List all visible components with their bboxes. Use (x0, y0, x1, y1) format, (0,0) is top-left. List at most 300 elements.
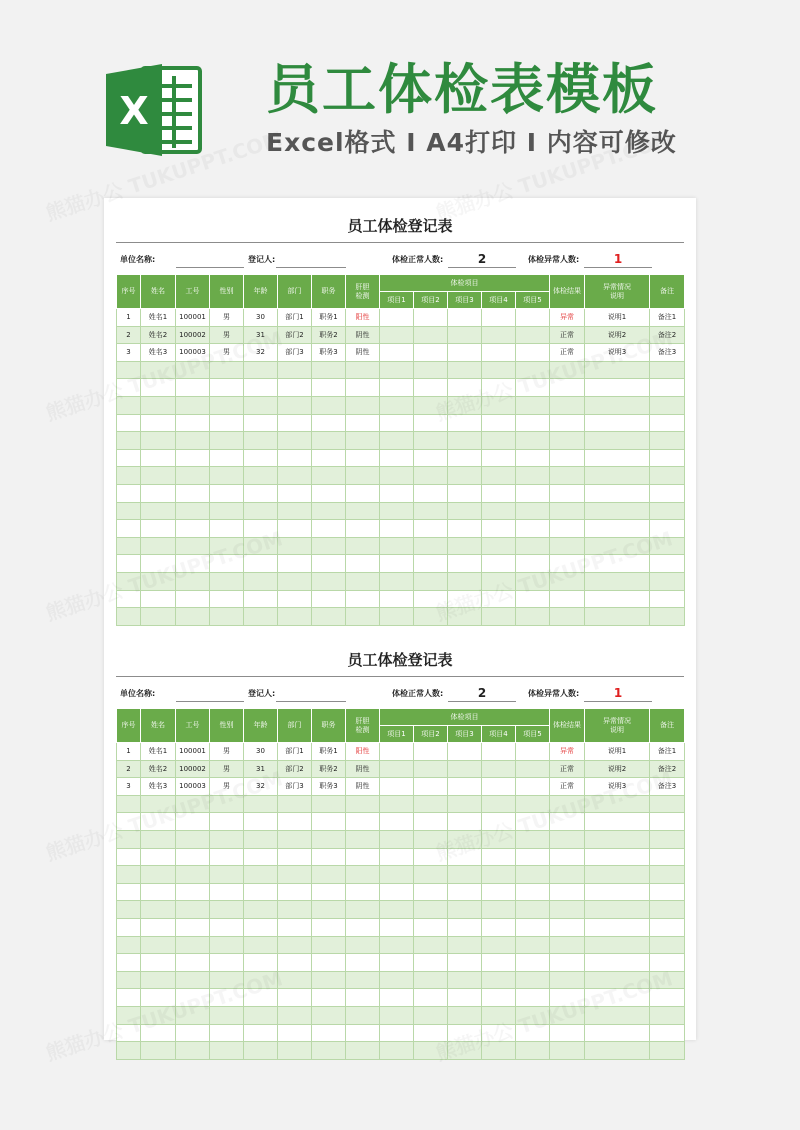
cell-note[interactable] (585, 918, 650, 936)
cell-i5[interactable] (516, 396, 550, 414)
cell-test[interactable] (346, 537, 380, 555)
cell-i3[interactable] (448, 936, 482, 954)
cell-remark[interactable] (650, 918, 685, 936)
cell-id[interactable] (176, 414, 210, 432)
cell-remark[interactable] (650, 866, 685, 884)
cell-i2[interactable] (414, 396, 448, 414)
cell-age[interactable]: 30 (244, 309, 278, 327)
cell-test[interactable] (346, 954, 380, 972)
cell-position[interactable] (312, 883, 346, 901)
cell-test[interactable] (346, 361, 380, 379)
cell-i1[interactable] (380, 537, 414, 555)
cell-i3[interactable] (448, 848, 482, 866)
cell-i4[interactable] (482, 537, 516, 555)
cell-position[interactable] (312, 502, 346, 520)
cell-result[interactable] (550, 361, 585, 379)
cell-position[interactable] (312, 467, 346, 485)
cell-gender[interactable] (210, 414, 244, 432)
cell-note[interactable] (585, 484, 650, 502)
cell-id[interactable] (176, 520, 210, 538)
cell-i3[interactable] (448, 520, 482, 538)
cell-gender[interactable] (210, 572, 244, 590)
cell-i3[interactable] (448, 813, 482, 831)
cell-i3[interactable] (448, 795, 482, 813)
cell-i3[interactable] (448, 537, 482, 555)
normal-count-value[interactable]: 2 (477, 686, 487, 700)
cell-i2[interactable] (414, 520, 448, 538)
cell-gender[interactable] (210, 954, 244, 972)
cell-dept[interactable] (278, 520, 312, 538)
cell-note[interactable] (585, 795, 650, 813)
cell-i5[interactable] (516, 467, 550, 485)
cell-result[interactable]: 异常 (550, 743, 585, 761)
cell-result[interactable] (550, 379, 585, 397)
cell-remark[interactable]: 备注3 (650, 344, 685, 362)
cell-id[interactable] (176, 449, 210, 467)
cell-id[interactable] (176, 918, 210, 936)
cell-age[interactable]: 30 (244, 743, 278, 761)
cell-name[interactable] (141, 830, 176, 848)
cell-i5[interactable] (516, 848, 550, 866)
cell-age[interactable] (244, 971, 278, 989)
cell-seq[interactable] (117, 361, 141, 379)
cell-note[interactable] (585, 572, 650, 590)
cell-note[interactable] (585, 414, 650, 432)
cell-age[interactable] (244, 883, 278, 901)
cell-i1[interactable] (380, 848, 414, 866)
cell-i1[interactable] (380, 1006, 414, 1024)
cell-position[interactable] (312, 901, 346, 919)
cell-test[interactable] (346, 555, 380, 573)
cell-dept[interactable] (278, 572, 312, 590)
cell-age[interactable] (244, 537, 278, 555)
cell-i5[interactable] (516, 918, 550, 936)
cell-result[interactable] (550, 537, 585, 555)
cell-seq[interactable] (117, 918, 141, 936)
cell-gender[interactable] (210, 1042, 244, 1060)
cell-i3[interactable] (448, 866, 482, 884)
cell-seq[interactable] (117, 795, 141, 813)
cell-age[interactable] (244, 555, 278, 573)
cell-remark[interactable] (650, 361, 685, 379)
cell-gender[interactable]: 男 (210, 309, 244, 327)
cell-i4[interactable] (482, 396, 516, 414)
cell-gender[interactable] (210, 467, 244, 485)
cell-dept[interactable] (278, 379, 312, 397)
cell-remark[interactable]: 备注2 (650, 760, 685, 778)
cell-result[interactable] (550, 414, 585, 432)
cell-dept[interactable]: 部门3 (278, 344, 312, 362)
cell-i5[interactable] (516, 830, 550, 848)
cell-remark[interactable] (650, 954, 685, 972)
cell-result[interactable] (550, 918, 585, 936)
cell-i3[interactable] (448, 502, 482, 520)
cell-remark[interactable] (650, 830, 685, 848)
cell-age[interactable] (244, 830, 278, 848)
cell-i2[interactable] (414, 848, 448, 866)
cell-dept[interactable] (278, 361, 312, 379)
cell-test[interactable] (346, 484, 380, 502)
cell-result[interactable] (550, 484, 585, 502)
cell-seq[interactable] (117, 555, 141, 573)
cell-dept[interactable] (278, 813, 312, 831)
cell-dept[interactable]: 部门1 (278, 309, 312, 327)
registrar-field[interactable] (276, 267, 346, 268)
cell-i4[interactable] (482, 918, 516, 936)
cell-i1[interactable] (380, 1042, 414, 1060)
cell-i1[interactable] (380, 396, 414, 414)
cell-gender[interactable] (210, 432, 244, 450)
cell-test[interactable] (346, 1042, 380, 1060)
cell-dept[interactable] (278, 467, 312, 485)
cell-age[interactable] (244, 848, 278, 866)
cell-id[interactable]: 100003 (176, 344, 210, 362)
cell-id[interactable] (176, 830, 210, 848)
cell-remark[interactable] (650, 590, 685, 608)
cell-result[interactable] (550, 572, 585, 590)
cell-result[interactable] (550, 590, 585, 608)
cell-i1[interactable] (380, 936, 414, 954)
cell-dept[interactable] (278, 484, 312, 502)
cell-remark[interactable] (650, 414, 685, 432)
cell-result[interactable] (550, 1006, 585, 1024)
cell-i2[interactable] (414, 590, 448, 608)
cell-id[interactable] (176, 537, 210, 555)
cell-i5[interactable] (516, 989, 550, 1007)
cell-i4[interactable] (482, 361, 516, 379)
cell-i5[interactable] (516, 361, 550, 379)
cell-position[interactable] (312, 830, 346, 848)
cell-i3[interactable] (448, 555, 482, 573)
cell-i1[interactable] (380, 971, 414, 989)
cell-note[interactable] (585, 848, 650, 866)
cell-i2[interactable] (414, 918, 448, 936)
cell-name[interactable] (141, 467, 176, 485)
cell-note[interactable]: 说明2 (585, 326, 650, 344)
cell-test[interactable] (346, 572, 380, 590)
cell-id[interactable]: 100002 (176, 326, 210, 344)
cell-position[interactable] (312, 414, 346, 432)
cell-remark[interactable] (650, 1024, 685, 1042)
cell-dept[interactable]: 部门2 (278, 326, 312, 344)
cell-age[interactable] (244, 936, 278, 954)
cell-note[interactable] (585, 502, 650, 520)
cell-position[interactable] (312, 954, 346, 972)
cell-name[interactable] (141, 813, 176, 831)
cell-remark[interactable] (650, 1006, 685, 1024)
cell-i4[interactable] (482, 1042, 516, 1060)
cell-age[interactable] (244, 379, 278, 397)
cell-id[interactable]: 100003 (176, 778, 210, 796)
cell-age[interactable] (244, 502, 278, 520)
cell-seq[interactable] (117, 590, 141, 608)
cell-test[interactable] (346, 989, 380, 1007)
cell-test[interactable] (346, 918, 380, 936)
cell-age[interactable] (244, 918, 278, 936)
cell-i3[interactable] (448, 760, 482, 778)
cell-test[interactable]: 阴性 (346, 344, 380, 362)
cell-i4[interactable] (482, 848, 516, 866)
cell-result[interactable] (550, 1042, 585, 1060)
cell-position[interactable] (312, 537, 346, 555)
cell-i4[interactable] (482, 502, 516, 520)
cell-i4[interactable] (482, 883, 516, 901)
cell-age[interactable] (244, 989, 278, 1007)
cell-result[interactable] (550, 502, 585, 520)
cell-position[interactable] (312, 989, 346, 1007)
cell-dept[interactable] (278, 502, 312, 520)
cell-age[interactable] (244, 361, 278, 379)
cell-remark[interactable] (650, 520, 685, 538)
cell-i2[interactable] (414, 361, 448, 379)
cell-position[interactable] (312, 520, 346, 538)
cell-test[interactable] (346, 590, 380, 608)
cell-i3[interactable] (448, 326, 482, 344)
cell-test[interactable]: 阳性 (346, 309, 380, 327)
cell-i3[interactable] (448, 309, 482, 327)
cell-gender[interactable] (210, 361, 244, 379)
cell-i3[interactable] (448, 918, 482, 936)
cell-remark[interactable]: 备注1 (650, 309, 685, 327)
cell-test[interactable]: 阴性 (346, 326, 380, 344)
cell-i5[interactable] (516, 1024, 550, 1042)
cell-note[interactable] (585, 954, 650, 972)
cell-name[interactable] (141, 866, 176, 884)
cell-i3[interactable] (448, 467, 482, 485)
cell-i4[interactable] (482, 590, 516, 608)
cell-result[interactable] (550, 848, 585, 866)
cell-i3[interactable] (448, 484, 482, 502)
cell-note[interactable] (585, 813, 650, 831)
cell-result[interactable]: 正常 (550, 344, 585, 362)
cell-id[interactable] (176, 608, 210, 626)
cell-test[interactable] (346, 467, 380, 485)
cell-remark[interactable] (650, 813, 685, 831)
cell-remark[interactable] (650, 484, 685, 502)
cell-i2[interactable] (414, 936, 448, 954)
cell-i3[interactable] (448, 743, 482, 761)
cell-age[interactable] (244, 572, 278, 590)
cell-i5[interactable] (516, 309, 550, 327)
cell-i2[interactable] (414, 309, 448, 327)
cell-age[interactable] (244, 1042, 278, 1060)
cell-age[interactable] (244, 449, 278, 467)
cell-i5[interactable] (516, 379, 550, 397)
cell-i1[interactable] (380, 608, 414, 626)
cell-i4[interactable] (482, 484, 516, 502)
cell-i1[interactable] (380, 954, 414, 972)
cell-name[interactable] (141, 396, 176, 414)
cell-i3[interactable] (448, 361, 482, 379)
cell-i1[interactable] (380, 572, 414, 590)
cell-i2[interactable] (414, 432, 448, 450)
cell-test[interactable] (346, 520, 380, 538)
cell-id[interactable] (176, 866, 210, 884)
cell-name[interactable] (141, 449, 176, 467)
cell-note[interactable]: 说明1 (585, 743, 650, 761)
cell-age[interactable]: 32 (244, 344, 278, 362)
cell-i1[interactable] (380, 813, 414, 831)
cell-position[interactable] (312, 590, 346, 608)
cell-seq[interactable] (117, 396, 141, 414)
cell-test[interactable] (346, 449, 380, 467)
cell-i3[interactable] (448, 1042, 482, 1060)
cell-i1[interactable] (380, 414, 414, 432)
cell-age[interactable] (244, 866, 278, 884)
cell-age[interactable] (244, 467, 278, 485)
cell-position[interactable] (312, 396, 346, 414)
cell-i2[interactable] (414, 449, 448, 467)
cell-gender[interactable] (210, 866, 244, 884)
cell-i4[interactable] (482, 555, 516, 573)
cell-age[interactable] (244, 414, 278, 432)
cell-i5[interactable] (516, 901, 550, 919)
cell-note[interactable] (585, 901, 650, 919)
cell-result[interactable] (550, 813, 585, 831)
cell-result[interactable] (550, 795, 585, 813)
cell-dept[interactable] (278, 555, 312, 573)
cell-gender[interactable]: 男 (210, 743, 244, 761)
cell-i5[interactable] (516, 795, 550, 813)
cell-i5[interactable] (516, 608, 550, 626)
cell-i1[interactable] (380, 484, 414, 502)
cell-gender[interactable] (210, 971, 244, 989)
cell-result[interactable] (550, 608, 585, 626)
cell-i1[interactable] (380, 449, 414, 467)
cell-i4[interactable] (482, 467, 516, 485)
cell-result[interactable] (550, 449, 585, 467)
cell-age[interactable] (244, 1006, 278, 1024)
cell-remark[interactable] (650, 379, 685, 397)
cell-i1[interactable] (380, 555, 414, 573)
cell-seq[interactable] (117, 848, 141, 866)
cell-seq[interactable]: 1 (117, 743, 141, 761)
cell-i2[interactable] (414, 901, 448, 919)
cell-note[interactable] (585, 866, 650, 884)
cell-i2[interactable] (414, 1042, 448, 1060)
cell-gender[interactable] (210, 590, 244, 608)
cell-i5[interactable] (516, 555, 550, 573)
cell-i2[interactable] (414, 344, 448, 362)
cell-id[interactable] (176, 502, 210, 520)
cell-name[interactable] (141, 1006, 176, 1024)
cell-name[interactable] (141, 989, 176, 1007)
cell-position[interactable]: 职务1 (312, 309, 346, 327)
cell-note[interactable] (585, 467, 650, 485)
cell-dept[interactable] (278, 449, 312, 467)
cell-test[interactable] (346, 396, 380, 414)
cell-gender[interactable] (210, 555, 244, 573)
cell-result[interactable] (550, 936, 585, 954)
cell-test[interactable] (346, 830, 380, 848)
cell-i5[interactable] (516, 1042, 550, 1060)
cell-position[interactable] (312, 813, 346, 831)
cell-position[interactable] (312, 848, 346, 866)
cell-i4[interactable] (482, 608, 516, 626)
cell-result[interactable] (550, 432, 585, 450)
cell-name[interactable] (141, 971, 176, 989)
cell-age[interactable] (244, 484, 278, 502)
cell-result[interactable] (550, 901, 585, 919)
cell-i2[interactable] (414, 555, 448, 573)
cell-id[interactable] (176, 936, 210, 954)
cell-i4[interactable] (482, 344, 516, 362)
cell-position[interactable] (312, 484, 346, 502)
cell-i5[interactable] (516, 971, 550, 989)
cell-seq[interactable] (117, 901, 141, 919)
cell-note[interactable]: 说明3 (585, 778, 650, 796)
cell-i5[interactable] (516, 484, 550, 502)
cell-test[interactable] (346, 813, 380, 831)
cell-note[interactable]: 说明2 (585, 760, 650, 778)
cell-id[interactable] (176, 590, 210, 608)
cell-id[interactable]: 100001 (176, 309, 210, 327)
cell-name[interactable] (141, 361, 176, 379)
cell-position[interactable] (312, 572, 346, 590)
cell-name[interactable] (141, 590, 176, 608)
cell-position[interactable] (312, 866, 346, 884)
cell-i1[interactable] (380, 502, 414, 520)
cell-age[interactable] (244, 813, 278, 831)
cell-i3[interactable] (448, 344, 482, 362)
cell-i4[interactable] (482, 936, 516, 954)
cell-seq[interactable] (117, 608, 141, 626)
cell-id[interactable] (176, 971, 210, 989)
cell-seq[interactable] (117, 1042, 141, 1060)
cell-i2[interactable] (414, 866, 448, 884)
cell-name[interactable] (141, 936, 176, 954)
cell-test[interactable] (346, 901, 380, 919)
cell-i3[interactable] (448, 901, 482, 919)
cell-age[interactable] (244, 432, 278, 450)
cell-remark[interactable] (650, 901, 685, 919)
cell-note[interactable] (585, 936, 650, 954)
cell-i2[interactable] (414, 743, 448, 761)
cell-i2[interactable] (414, 795, 448, 813)
cell-i1[interactable] (380, 309, 414, 327)
cell-i2[interactable] (414, 760, 448, 778)
cell-name[interactable] (141, 1024, 176, 1042)
unit-name-field[interactable] (176, 701, 244, 702)
cell-note[interactable] (585, 1024, 650, 1042)
cell-id[interactable]: 100001 (176, 743, 210, 761)
cell-test[interactable] (346, 608, 380, 626)
cell-gender[interactable] (210, 608, 244, 626)
cell-test[interactable] (346, 502, 380, 520)
cell-name[interactable]: 姓名3 (141, 778, 176, 796)
normal-count-value[interactable]: 2 (477, 252, 487, 266)
cell-id[interactable] (176, 1042, 210, 1060)
cell-remark[interactable] (650, 883, 685, 901)
cell-age[interactable] (244, 795, 278, 813)
cell-gender[interactable] (210, 936, 244, 954)
cell-i2[interactable] (414, 414, 448, 432)
cell-i5[interactable] (516, 344, 550, 362)
cell-gender[interactable] (210, 484, 244, 502)
cell-position[interactable]: 职务3 (312, 778, 346, 796)
cell-test[interactable] (346, 971, 380, 989)
cell-remark[interactable] (650, 396, 685, 414)
cell-test[interactable] (346, 866, 380, 884)
cell-i3[interactable] (448, 414, 482, 432)
cell-note[interactable] (585, 361, 650, 379)
cell-test[interactable]: 阳性 (346, 743, 380, 761)
cell-i3[interactable] (448, 989, 482, 1007)
cell-remark[interactable]: 备注1 (650, 743, 685, 761)
cell-id[interactable] (176, 1024, 210, 1042)
cell-i1[interactable] (380, 778, 414, 796)
cell-i1[interactable] (380, 883, 414, 901)
